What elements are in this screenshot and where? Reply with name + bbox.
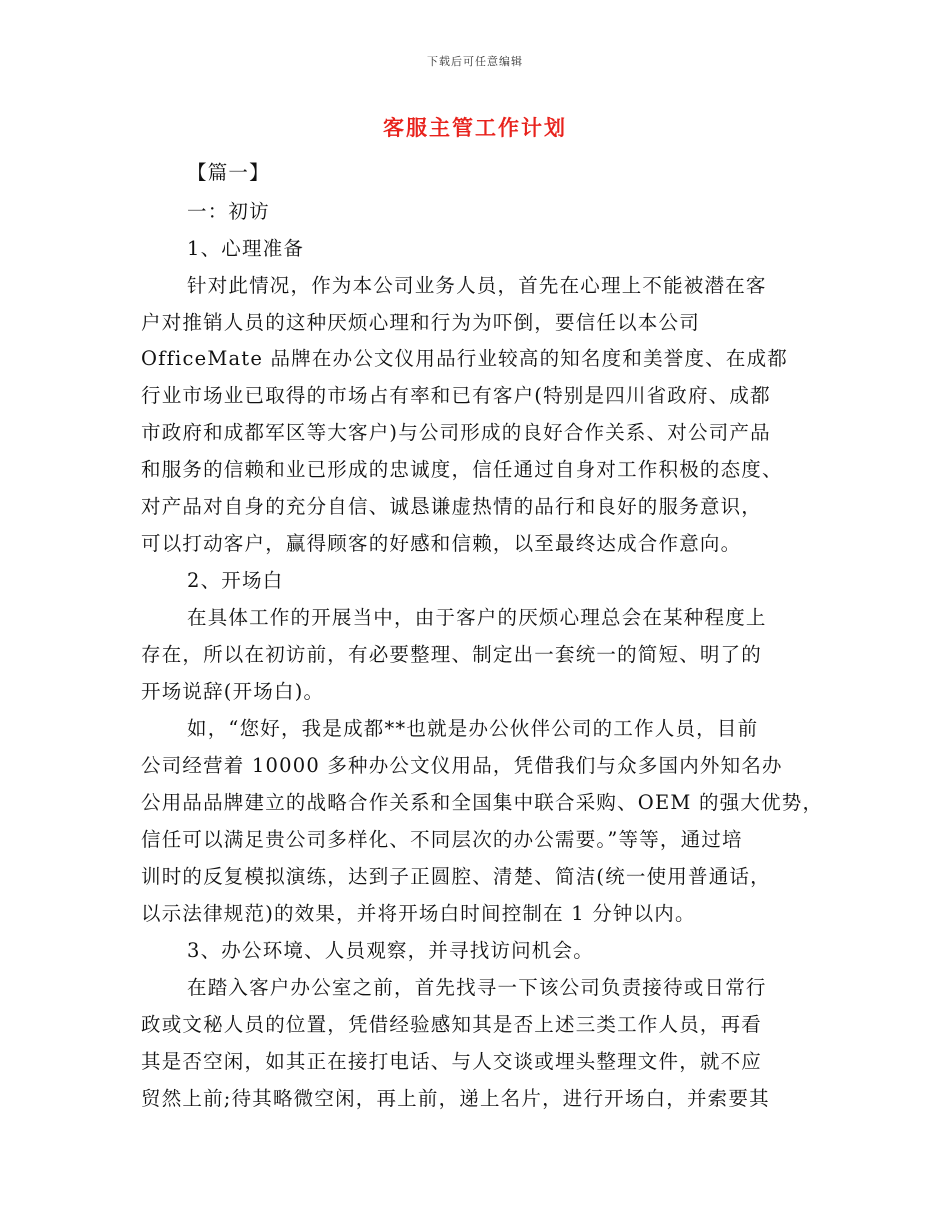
- page-header-note: 下载后可任意编辑: [427, 55, 523, 68]
- paragraph-line: 针对此情况，作为本公司业务人员，首先在心理上不能被潜在客: [187, 274, 767, 297]
- paragraph-line: 户对推销人员的这种厌烦心理和行为为吓倒，要信任以本公司: [141, 311, 700, 334]
- paragraph-line: 公用品品牌建立的战略合作关系和全国集中联合采购、OEM 的强大优势，: [141, 791, 824, 814]
- paragraph-line: 存在，所以在初访前，有必要整理、制定出一套统一的简短、明了的: [141, 643, 763, 666]
- document-title: 客服主管工作计划: [383, 115, 567, 140]
- paragraph-line: 和服务的信赖和业已形成的忠诚度，信任通过自身对工作积极的态度、: [141, 458, 783, 481]
- paragraph-line: 贸然上前;待其略微空闲，再上前，递上名片，进行开场白，并索要其: [141, 1087, 770, 1110]
- paragraph-line: 如，“您好，我是成都**也就是办公伙伴公司的工作人员，目前: [187, 717, 759, 740]
- paragraph-line: 市政府和成都军区等大客户)与公司形成的良好合作关系、对公司产品: [141, 421, 771, 444]
- paragraph-line: 以示法律规范)的效果，并将开场白时间控制在 1 分钟以内。: [141, 902, 696, 925]
- item-heading: 1、心理准备: [187, 237, 305, 260]
- paragraph-line: 开场说辞(开场白)。: [141, 680, 325, 703]
- paragraph-line: 在踏入客户办公室之前，首先找寻一下该公司负责接待或日常行: [187, 976, 767, 999]
- paragraph-line: OfficeMate 品牌在办公文仪用品行业较高的知名度和美誉度、在成都: [141, 347, 788, 370]
- paragraph-line: 其是否空闲，如其正在接打电话、与人交谈或埋头整理文件，就不应: [141, 1050, 763, 1073]
- paragraph-line: 训时的反复模拟演练，达到子正圆腔、清楚、简洁(统一使用普通话，: [141, 865, 771, 888]
- paragraph-line: 可以打动客户，赢得顾客的好感和信赖，以至最终达成合作意向。: [141, 532, 742, 555]
- paragraph-line: 公司经营着 10000 多种办公文仪用品，凭借我们与众多国内外知名办: [141, 754, 783, 777]
- paragraph-line: 对产品对自身的充分自信、诚恳谦虚热情的品行和良好的服务意识，: [141, 495, 763, 518]
- paragraph-line: 政或文秘人员的位置，凭借经验感知其是否上述三类工作人员，再看: [141, 1013, 763, 1036]
- section-heading: 【篇一】: [187, 161, 270, 184]
- paragraph-line: 信任可以满足贵公司多样化、不同层次的办公需要。”等等，通过培: [141, 828, 743, 851]
- paragraph-line: 在具体工作的开展当中，由于客户的厌烦心理总会在某种程度上: [187, 606, 767, 629]
- subsection-heading: 一：初访: [187, 200, 270, 223]
- paragraph-line: 行业市场业已取得的市场占有率和已有客户(特别是四川省政府、成都: [141, 384, 771, 407]
- item-heading: 2、开场白: [187, 569, 284, 592]
- item-heading: 3、办公环境、人员观察，并寻找访问机会。: [187, 939, 594, 962]
